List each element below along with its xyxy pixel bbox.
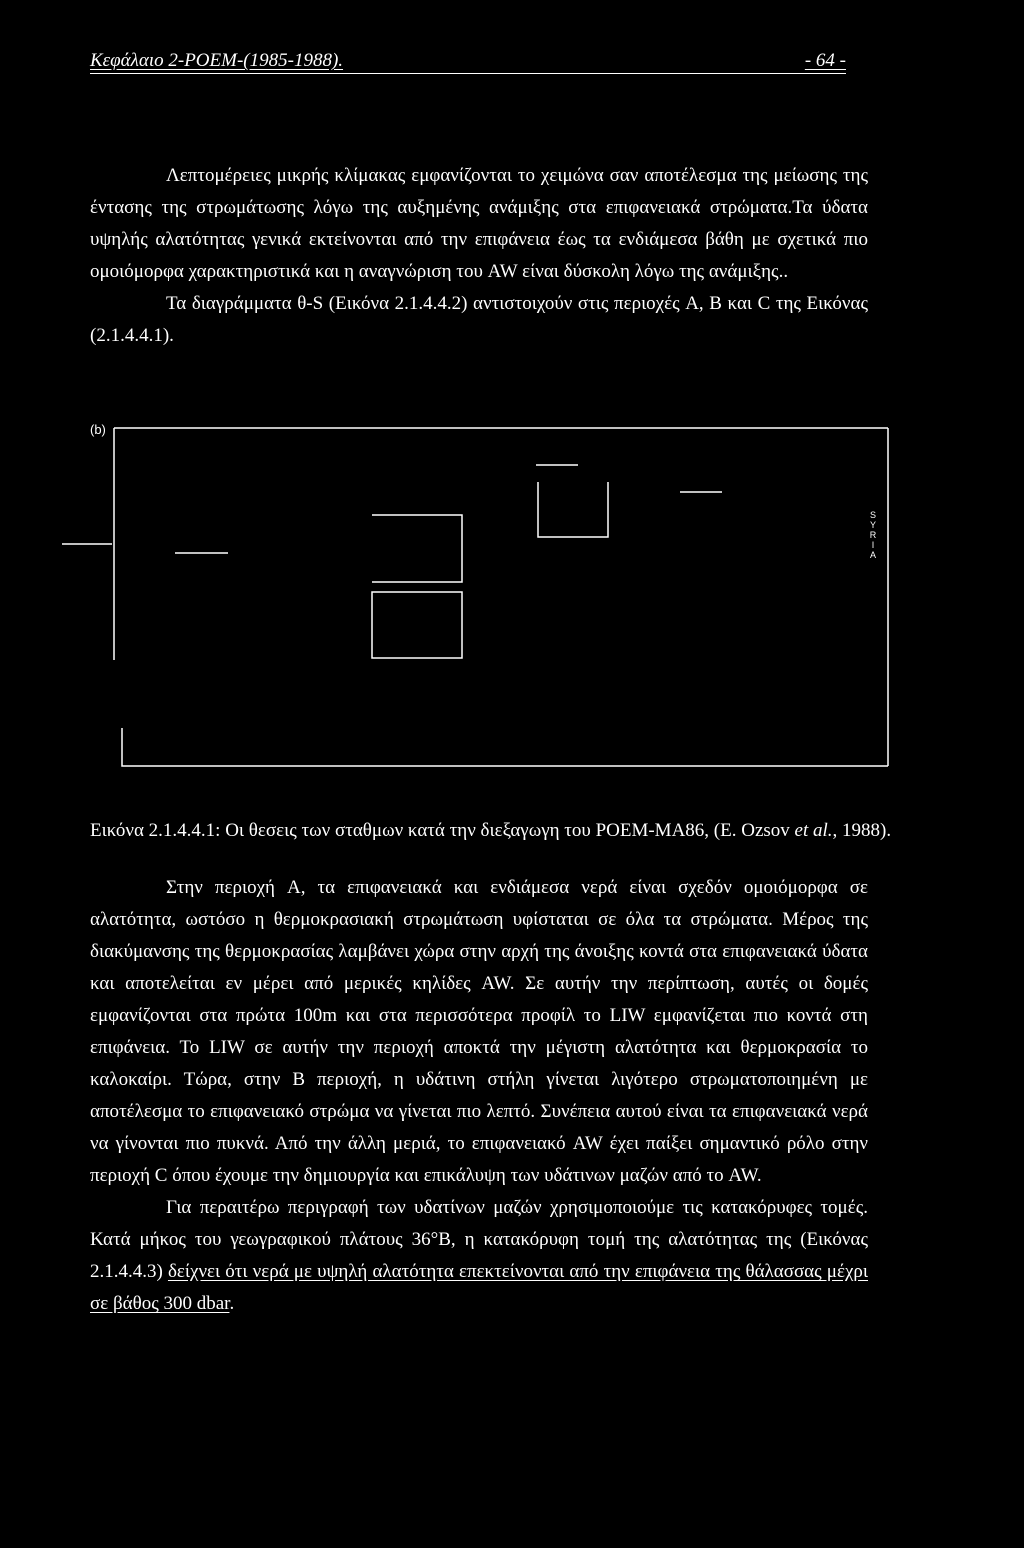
caption-italic: et al.	[794, 820, 833, 841]
body-text	[90, 872, 868, 1320]
underlined-text: δείχνει ότι νερά με υψηλή αλατότητα επεκτείνονται από την επιφάνεια της θάλασσας μέχρι σε βάθος 300 dbar	[90, 1261, 868, 1314]
region-box-upper	[372, 515, 462, 582]
figure-caption	[90, 818, 990, 844]
body-paragraph-2-end: .	[229, 1293, 235, 1314]
country-label-text: SYRIA	[868, 510, 878, 560]
body-paragraph-2	[90, 1192, 868, 1320]
figure-panel-label: (b)	[90, 422, 106, 437]
caption-text: Εικόνα 2.1.4.4.1: Οι θεσεις των σταθμων κατά την διεξαγωγη του POEM-MA86, (E. Ozsov	[90, 820, 795, 841]
body-paragraph-1	[90, 872, 868, 1192]
page-number: - 64 -	[804, 50, 846, 71]
map-frame-bottom	[122, 728, 888, 766]
body-paragraph-2-text: Για περαιτέρω περιγραφή των υδατίνων μαζών χρησιμοποιούμε τις κατακόρυφες τομές. Κατά μήκος του γεωγραφικού πλάτους 36°Β, η κατακόρυφη τομή της αλατότητας της (Εικόνας 2.1.4.4.3)	[90, 1197, 868, 1282]
intro-sentence-2: Τα ύδατα υψηλής αλατότητας γενικά εκτείνονται από την επιφάνεια έως τα ενδιάμεσα βάθη με σχετικά πιο ομοιόμορφα χαρακτηριστικά και η αναγνώριση του AW είναι δύσκολη λόγω της ανάμιξης..	[90, 197, 868, 282]
intro-sentence-3: Τα διαγράμματα θ-S (Εικόνα 2.1.4.4.2) αντιστοιχούν στις περιοχές A, B και C της Εικόνας (2.1.4.4.1).	[90, 293, 868, 346]
caption-end: , 1988).	[832, 820, 892, 841]
region-box-top	[538, 482, 608, 537]
body-paragraph-1-text: Στην περιοχή A, τα επιφανειακά και ενδιάμεσα νερά είναι σχεδόν ομοιόμορφα σε αλατότητα, ωστόσο η θερμοκρασιακή στρωμάτωση υφίσταται σε όλα τα στρώματα. Μέρος της διακύμανσης της θερμοκρασίας λαμβάνει χώρα στην αρχή της άνοιξης κοντά στα επιφανειακά ύδατα και αποτελείται εν μέρει από μερικές κηλίδες AW. Σε αυτήν την περίπτωση, αυτές οι δομές εμφανίζονται στα πρώτα 100m και στα περισσότερα προφίλ το LIW εμφανίζεται πιο κοντά στη επιφάνεια. Το LIW σε αυτήν την περιοχή αποκτά την μέγιστη αλατότητα και θερμοκρασία το καλοκαίρι. Τώρα, στην B περιοχή, η υδάτινη στήλη γίνεται λιγότερο στρωματοποιημένη με αποτέλεσμα το επιφανειακό στρώμα να γίνεται πιο λεπτό. Συνέπεια αυτού είναι τα επιφανειακά νερά να γίνονται πιο πυκνά. Από την άλλη μεριά, το επιφανειακό AW έχει παίξει σημαντικό ρόλο στην περιοχή C όπου έχουμε την δημιουργία και επικάλυψη των υδάτινων μαζών από το AW.	[90, 877, 868, 1186]
intro-sentence-1: Λεπτομέρειες μικρής κλίμακας εμφανίζονται το χειμώνα σαν αποτέλεσμα της μείωσης της έντασης της στρωμάτωσης λόγω της αυξημένης ανάμιξης στα επιφανειακά στρώματα.	[90, 165, 868, 218]
country-label	[866, 510, 880, 562]
region-box-lower	[372, 592, 462, 658]
chapter-title: Κεφάλαιο 2-POEM-(1985-1988).	[90, 50, 344, 71]
